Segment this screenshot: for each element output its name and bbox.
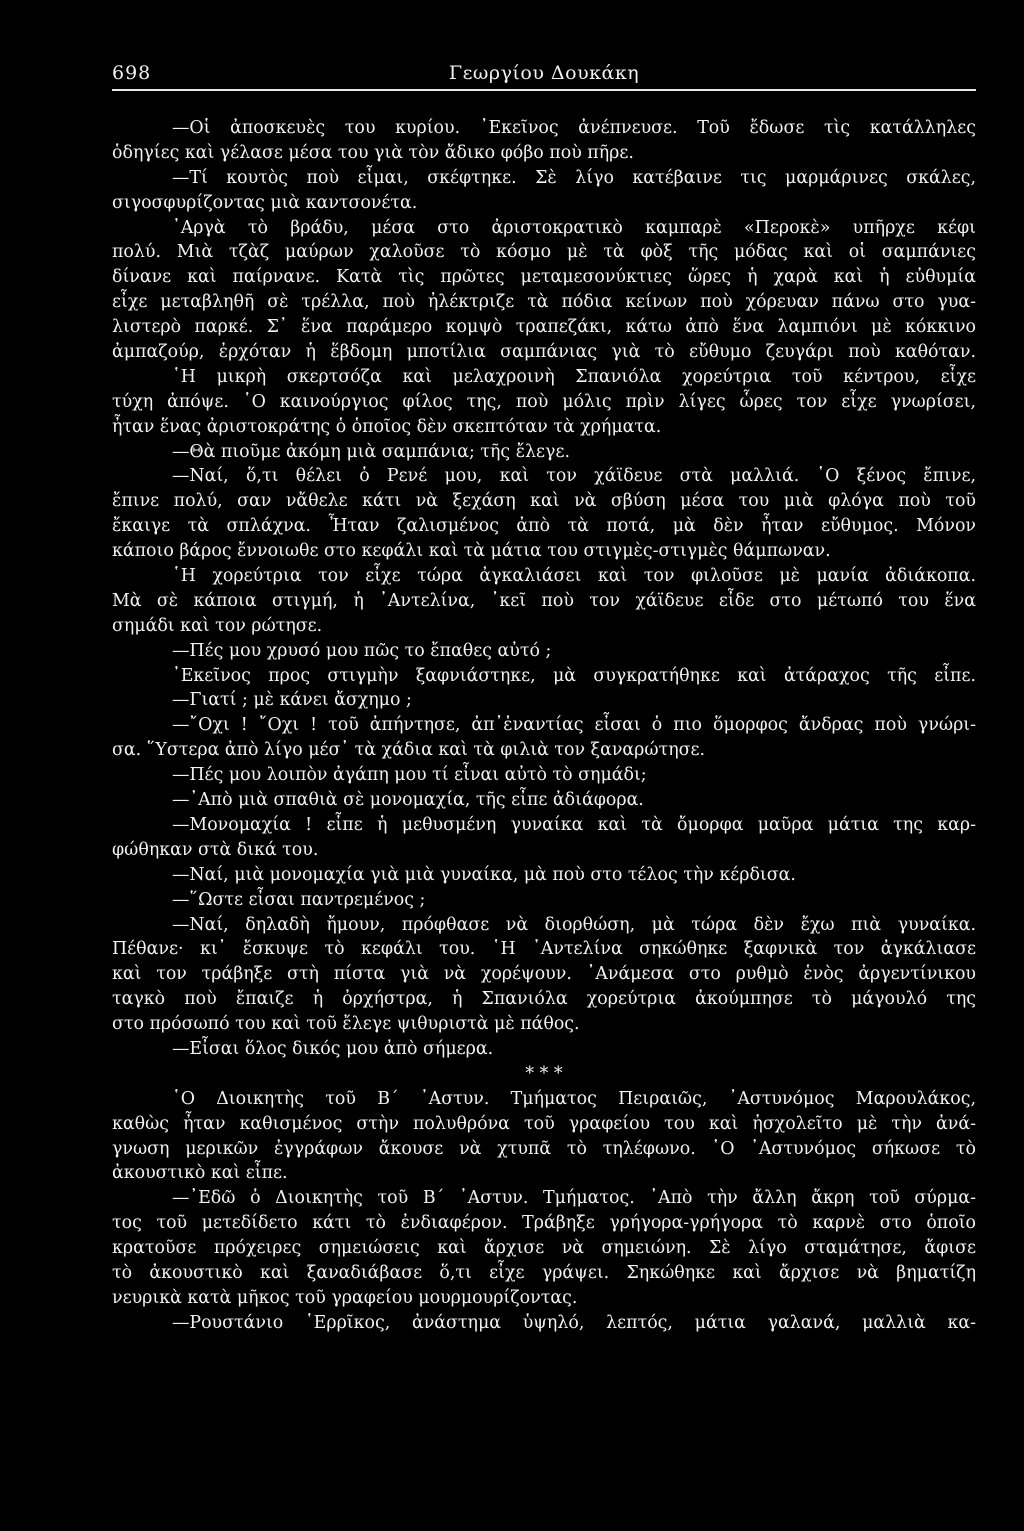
text-line: νευρικὰ κατὰ μῆκος τοῦ γραφείου μουρμουρίζοντας. — [112, 1287, 578, 1308]
text-line: εἶχε μεταβληθῆ σὲ τρέλλα, ποὺ ἠλέκτριζε τὰ πόδια κείνων ποὺ χόρευαν πάνω στο γυα- — [112, 292, 976, 313]
text-line: τύχη ἀπόψε. ῾Ο καινούργιος φίλος της, ποὺ μόλις πρὶν λίγες ὧρες τον εἶχε γνωρίσει, — [112, 391, 976, 412]
text-line: τὸ ἀκουστικὸ καὶ ξαναδιάβασε ὅ,τι εἶχε γράψει. Σηκώθηκε καὶ ἄρχισε νὰ βηματίζη — [112, 1262, 976, 1283]
text-line: ἔκαιγε τὰ σπλάχνα. Ἦταν ζαλισμένος ἀπὸ τὰ ποτά, μὰ δὲν ἦταν εὔθυμος. Μόνον — [112, 516, 976, 537]
text-line: —Θὰ πιοῦμε ἀκόμη μιὰ σαμπάνια; τῆς ἔλεγε. — [172, 441, 570, 462]
text-line: πολύ. Μιὰ τζὰζ μαύρων χαλοῦσε τὸ κόσμο μὲ τὰ φὸξ τῆς μόδας καὶ οἱ σαμπάνιες — [112, 242, 976, 263]
body-text — [112, 116, 976, 1336]
text-line: ἦταν ἕνας ἀριστοκράτης ὁ ὁποῖος δὲν σκεπτόταν τὰ χρήματα. — [112, 416, 662, 437]
text-line: —Μονομαχία ! εἶπε ἡ μεθυσμένη γυναίκα καὶ τὰ ὄμορφα μαῦρα μάτια της καρ- — [172, 814, 976, 835]
text-line: ᾿Εκεῖνος προς στιγμὴν ξαφνιάστηκε, μὰ συγκρατήθηκε καὶ ἀτάραχος τῆς εἶπε. — [172, 665, 976, 686]
text-line: Πέθανε· κι᾿ ἔσκυψε τὸ κεφάλι του. ῾Η ᾿Αντελίνα σηκώθηκε ξαφνικὰ τον ἀγκάλιασε — [112, 939, 976, 960]
running-title: Γεωργίου Δουκάκη — [448, 62, 640, 84]
text-line: —῞Ωστε εἶσαι παντρεμένος ; — [172, 889, 426, 910]
text-line: —Ναί, μιὰ μονομαχία γιὰ μιὰ γυναίκα, μὰ ποὺ στο τέλος τὴν κέρδισα. — [172, 864, 796, 885]
text-line: ῾Ο Διοικητὴς τοῦ Β΄ ᾿Αστυν. Τμήματος Πειραιῶς, ᾿Αστυνόμος Μαρουλάκος, — [172, 1088, 976, 1109]
text-line: ἀκουστικὸ καὶ εἶπε. — [112, 1163, 288, 1184]
text-line: —Ρουστάνιο ῾Ερρῖκος, ἀνάστημα ὑψηλό, λεπτός, μάτια γαλανά, μαλλιὰ κα- — [172, 1312, 976, 1333]
text-line: —Ναί, ὅ,τι θέλει ὁ Ρενέ μου, καὶ τον χάϊδευε στὰ μαλλιά. ῾Ο ξένος ἔπινε, — [172, 466, 976, 487]
section-break: * * * — [525, 1063, 563, 1084]
text-line: καθὼς ἦταν καθισμένος στὴν πολυθρόνα τοῦ γραφείου του καὶ ἠσχολεῖτο μὲ τὴν ἀνά- — [112, 1113, 976, 1134]
text-line: ᾿Αργὰ τὸ βράδυ, μέσα στο ἀριστοκρατικὸ καμπαρὲ «Περοκὲ» υπῆρχε κέφι — [172, 217, 976, 238]
text-line: καὶ τον τράβηξε στὴ πίστα γιὰ νὰ χορέψουν. ᾿Ανάμεσα στο ρυθμὸ ἑνὸς ἀργεντίνικου — [112, 964, 976, 985]
text-line: ταγκὸ ποὺ ἔπαιζε ἡ ὀρχήστρα, ἡ Σπανιόλα χορεύτρια ἀκούμπησε τὸ μάγουλό της — [112, 989, 976, 1010]
text-line: —Γιατί ; μὲ κάνει ἄσχημο ; — [172, 690, 412, 711]
text-line: —Οἱ ἀποσκευὲς του κυρίου. ᾿Εκεῖνος ἀνέπνευσε. Τοῦ ἔδωσε τὶς κατάλληλες — [172, 118, 976, 138]
text-line: Μὰ σὲ κάποια στιγμή, ἡ ᾿Αντελίνα, ᾿κεῖ ποὺ τον χάϊδευε εἶδε στο μέτωπό του ἕνα — [112, 590, 976, 611]
page-number: 698 — [112, 62, 152, 84]
text-line: σιγοσφυρίζοντας μιὰ καντσονέτα. — [112, 192, 418, 213]
text-line: κάποιο βάρος ἔννοιωθε στο κεφάλι καὶ τὰ μάτια του στιγμὲς-στιγμὲς θάμπωναν. — [112, 541, 831, 562]
header-rule — [112, 89, 976, 91]
text-line: ἀμπαζούρ, ἐρχόταν ἡ ἕβδομη μποτίλια σαμπάνιας γιὰ τὸ εὔθυμο ζευγάρι ποὺ καθόταν. — [112, 342, 976, 363]
text-line: δίνανε καὶ παίρνανε. Κατὰ τὶς πρῶτες μεταμεσονύκτιες ὥρες ἡ χαρὰ καὶ ἡ εὐθυμία — [112, 267, 976, 288]
text-line: ὁδηγίες καὶ γέλασε μέσα του γιὰ τὸν ἄδικο φόβο ποὺ πῆρε. — [112, 142, 634, 163]
text-line: —Εἶσαι ὅλος δικός μου ἀπὸ σήμερα. — [172, 1038, 494, 1059]
text-line: στο πρόσωπό του καὶ τοῦ ἔλεγε ψιθυριστὰ μὲ πάθος. — [112, 1014, 580, 1035]
text-line: —῎Οχι ! ῎Οχι ! τοῦ ἀπήντησε, ἀπ᾿ἐναντίας εἶσαι ὁ πιο ὅμορφος ἄνδρας ποὺ γνώρι- — [172, 715, 976, 736]
text-line: ῾Η μικρὴ σκερτσόζα καὶ μελαχροινὴ Σπανιόλα χορεύτρια τοῦ κέντρου, εἶχε — [172, 366, 976, 387]
text-line: ῾Η χορεύτρια τον εἶχε τώρα ἀγκαλιάσει καὶ τον φιλοῦσε μὲ μανία ἀδιάκοπα. — [172, 566, 976, 587]
text-line: φώθηκαν στὰ δικά του. — [112, 839, 319, 860]
text-line: —Ναί, δηλαδὴ ἤμουν, πρόφθασε νὰ διορθώση, μὰ τώρα δὲν ἔχω πιὰ γυναίκα. — [172, 914, 976, 935]
text-line: λιστερὸ παρκέ. Σ᾿ ἕνα παράμερο κομψὸ τραπεζάκι, κάτω ἀπὸ ἕνα λαμπιόνι μὲ κόκκινο — [112, 317, 976, 338]
text-line: κρατοῦσε πρόχειρες σημειώσεις καὶ ἄρχισε νὰ σημειώνη. Σὲ λίγο σταμάτησε, ἄφισε — [112, 1238, 976, 1259]
page-header — [112, 56, 976, 92]
text-line: ἔπινε πολύ, σαν νἄθελε κάτι νὰ ξεχάση καὶ νὰ σβύση μέσα του μιὰ φλόγα ποὺ τοῦ — [112, 491, 976, 512]
text-line: γνωση μερικῶν ἐγγράφων ἄκουσε νὰ χτυπᾶ τὸ τηλέφωνο. ῾Ο ᾿Αστυνόμος σήκωσε τὸ — [112, 1138, 976, 1159]
text-line: —᾿Εδῶ ὁ Διοικητὴς τοῦ Β΄ ᾿Αστυν. Τμήματος. ᾿Απὸ τὴν ἄλλη ἄκρη τοῦ σύρμα- — [172, 1188, 976, 1209]
text-line: —Πές μου χρυσό μου πῶς το ἔπαθες αὐτό ; — [172, 640, 552, 661]
text-line: —Τί κουτὸς ποὺ εἶμαι, σκέφτηκε. Σὲ λίγο κατέβαινε τις μαρμάρινες σκάλες, — [172, 167, 976, 188]
text-line: τος τοῦ μετεδίδετο κάτι τὸ ἐνδιαφέρον. Τράβηξε γρήγορα-γρήγορα τὸ καρνὲ στο ὁποῖο — [112, 1213, 976, 1234]
text-line: σα. ῞Υστερα ἀπὸ λίγο μέσ᾿ τὰ χάδια καὶ τὰ φιλιὰ τον ξαναρώτησε. — [112, 740, 706, 761]
text-line: —Πές μου λοιπὸν ἀγάπη μου τί εἶναι αὐτὸ τὸ σημάδι; — [172, 765, 647, 786]
text-line: σημάδι καὶ τον ρώτησε. — [112, 615, 323, 636]
text-line: —᾿Απὸ μιὰ σπαθιὰ σὲ μονομαχία, τῆς εἶπε ἀδιάφορα. — [172, 790, 644, 811]
